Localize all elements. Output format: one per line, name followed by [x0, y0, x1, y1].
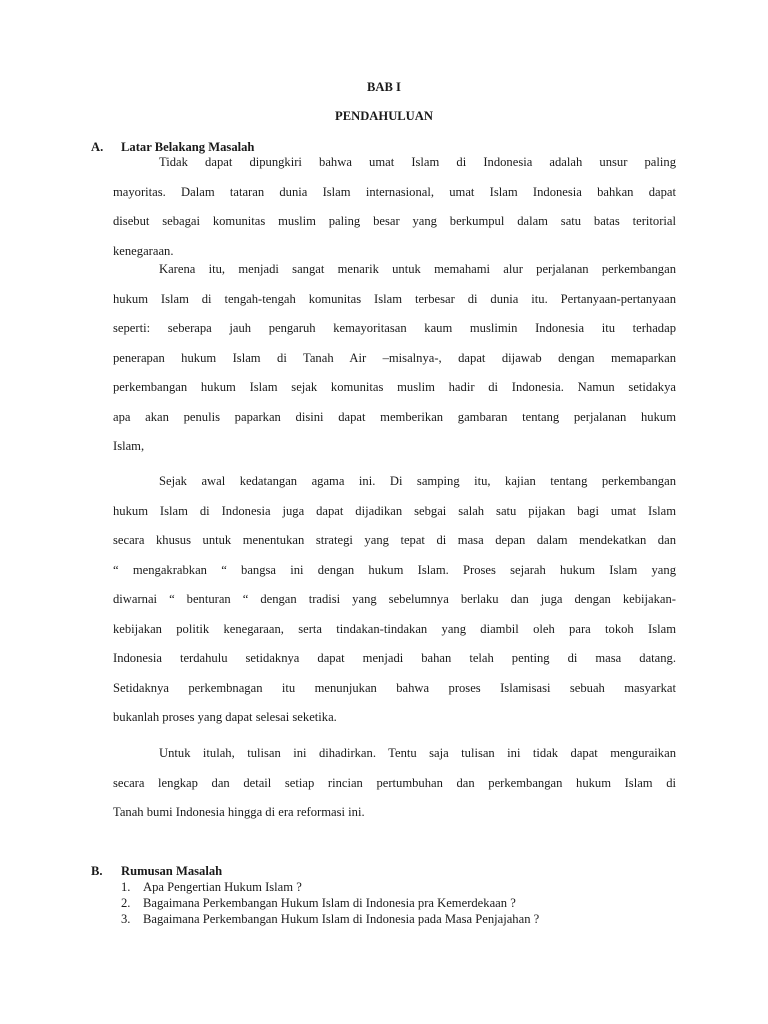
section-a-letter: A.	[91, 140, 104, 154]
list-number: 3.	[121, 912, 131, 926]
paragraph-line: Islam,	[113, 439, 145, 453]
paragraph-line: Sejak awal kedatangan agama ini. Di samping itu, kajian tentang perkembangan	[159, 474, 676, 488]
list-text: Apa Pengertian Hukum Islam ?	[143, 880, 302, 894]
paragraph-line: Tanah bumi Indonesia hingga di era reformasi ini.	[113, 805, 365, 819]
list-text: Bagaimana Perkembangan Hukum Islam di Indonesia pra Kemerdekaan ?	[143, 896, 516, 910]
list-number: 2.	[121, 896, 131, 910]
paragraph-4	[113, 744, 676, 833]
list-number: 1.	[121, 880, 131, 894]
paragraph-line: hukum Islam di tengah-tengah komunitas Islam terbesar di dunia itu. Pertanyaan-pertanyaan	[113, 291, 676, 306]
section-b-heading	[91, 864, 222, 879]
paragraph-line: kenegaraan.	[113, 243, 174, 258]
paragraph-line: secara lengkap dan detail setiap rincian pertumbuhan dan perkembangan hukum Islam di	[113, 775, 676, 790]
section-b-title: Rumusan Masalah	[121, 864, 223, 878]
section-a-title: Latar Belakang Masalah	[121, 140, 255, 154]
paragraph-line: Tidak dapat dipungkiri bahwa umat Islam di Indonesia adalah unsur paling	[159, 155, 676, 169]
paragraph-2	[113, 260, 676, 467]
list-item	[121, 911, 539, 927]
paragraph-line: apa akan penulis paparkan disini dapat memberikan gambaran tentang perjalanan hukum	[113, 409, 676, 424]
paragraph-line: mayoritas. Dalam tataran dunia Islam internasional, umat Islam Indonesia bahkan dapat	[113, 184, 676, 199]
paragraph-line: diwarnai “ benturan “ dengan tradisi yang sebelumnya berlaku dan juga dengan kebijakan-	[113, 592, 676, 606]
paragraph-line: “ mengakrabkan “ bangsa ini dengan hukum Islam. Proses sejarah hukum Islam yang	[113, 562, 676, 577]
problem-list	[121, 879, 539, 927]
paragraph-line: Karena itu, menjadi sangat menarik untuk memahami alur perjalanan perkembangan	[159, 262, 676, 276]
paragraph-line: Untuk itulah, tulisan ini dihadirkan. Tentu saja tulisan ini tidak dapat menguraikan	[159, 746, 676, 760]
paragraph-3	[113, 472, 676, 738]
paragraph-line: perkembangan hukum Islam sejak komunitas muslim hadir di Indonesia. Namun setidakya	[113, 380, 676, 394]
paragraph-line: Setidaknya perkembnagan itu menunjukan bahwa proses Islamisasi sebuah masyarkat	[113, 680, 676, 695]
paragraph-line: penerapan hukum Islam di Tanah Air –misalnya-, dapat dijawab dengan memaparkan	[113, 350, 676, 365]
list-item	[121, 895, 539, 911]
list-item	[121, 879, 539, 895]
paragraph-line: disebut sebagai komunitas muslim paling besar yang berkumpul dalam satu batas teritorial	[113, 214, 676, 228]
chapter-title: PENDAHULUAN	[335, 109, 433, 123]
paragraph-line: bukanlah proses yang dapat selesai seketika.	[113, 710, 337, 724]
paragraph-line: kebijakan politik kenegaraan, serta tindakan-tindakan yang diambil oleh para tokoh Islam	[113, 621, 676, 636]
paragraph-line: seperti: seberapa jauh pengaruh kemayoritasan kaum muslimin Indonesia itu terhadap	[113, 321, 676, 335]
list-text: Bagaimana Perkembangan Hukum Islam di Indonesia pada Masa Penjajahan ?	[143, 912, 540, 926]
paragraph-line: secara khusus untuk menentukan strategi yang tepat di masa depan dalam mendekatkan dan	[113, 533, 676, 547]
paragraph-line: hukum Islam di Indonesia juga dapat dijadikan sebgai salah satu pijakan bagi umat Islam	[113, 503, 676, 518]
section-b-letter: B.	[91, 864, 103, 878]
paragraph-line: Indonesia terdahulu setidaknya dapat menjadi bahan telah penting di masa datang.	[113, 651, 676, 665]
paragraph-1	[113, 153, 676, 258]
chapter-label: BAB I	[367, 80, 401, 94]
